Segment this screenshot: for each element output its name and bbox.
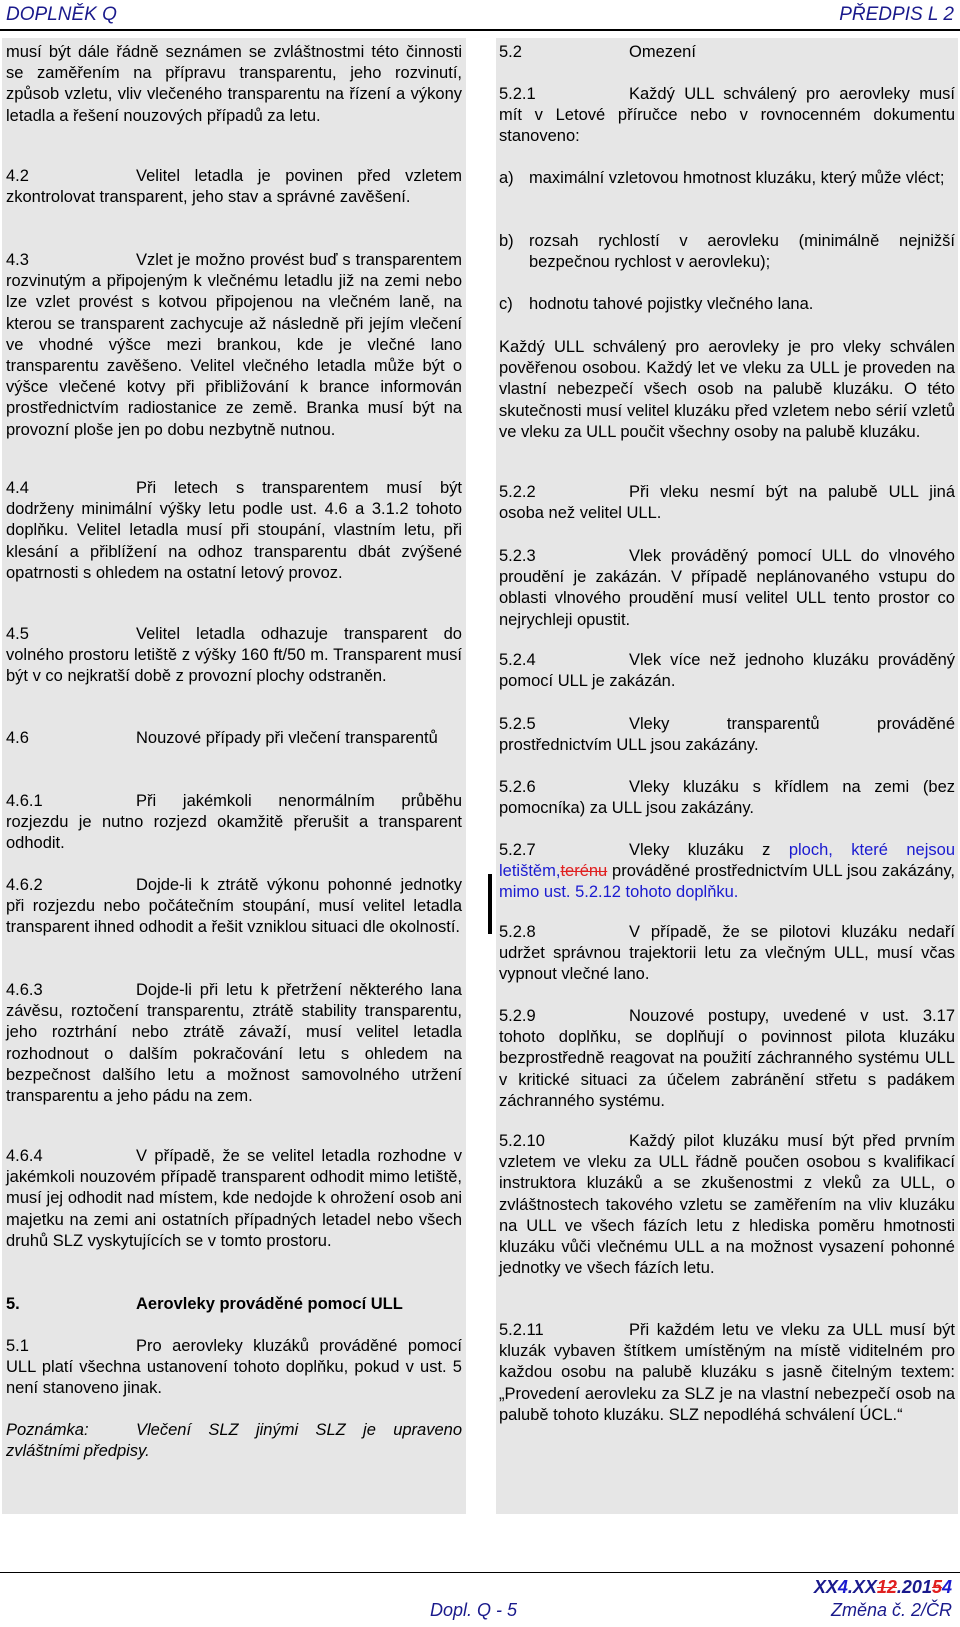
- section-4-6-3: 4.6.3 Dojde-li při letu k přetržení některého lana závěsu, roztočení transparentu, ztrátě stability transparentu, jeho roztrhání nebo ztrátě závaží, musí velitel letadla rozhodnout o dalším pokračování letu s ohledem na bezpečnost dalšího letu a možnost samovolného utržení transparentu a jeho pádu na zem.: [6, 981, 462, 1106]
- section-4-6-4: 4.6.4 V případě, že se velitel letadla rozhodne v jakémkoli nouzovém případě transparent odhodit mimo letiště, musí jej odhodit nad místem, kde nedojde k ohrožení osob ani majetku na zemi ani ostatních případných letadel nebo všech druhů SLZ vyskytujících se v tomto prostoru.: [6, 1147, 462, 1250]
- header-left: DOPLNĚK Q: [6, 4, 117, 25]
- section-5-2-2: 5.2.2 Při vleku nesmí být na palubě ULL jiná osoba než velitel ULL.: [499, 483, 955, 523]
- right-column: [496, 38, 958, 1514]
- section-5-1: 5.1 Pro aerovleky kluzáků prováděné pomocí ULL platí všechna ustanovení tohoto doplňku, pokud v ust. 5 není stanoveno jinak.: [6, 1337, 462, 1398]
- section-5-2: 5.2 Omezení: [499, 43, 696, 61]
- section-4-6-1: 4.6.1 Při jakémkoli nenormálním průběhu rozjezdu je nutno rozjezd okamžitě přerušit a transparent odhodit.: [6, 792, 462, 853]
- ull-paragraph: Každý ULL schválený pro aerovleky je pro vleky schválen pověřenou osobou. Každý let ve vleku za ULL je proveden na vlastní nebezpečí všech osob na palubě kluzáku. O této skutečnosti musí velitel kluzáku před vzletem nebo sérií vzletů ve vleku za ULL poučit všechny osoby na palubě kluzáku.: [499, 338, 955, 441]
- change-bar: [488, 874, 492, 934]
- section-4-2: 4.2 Velitel letadla je povinen před vzletem zkontrolovat transparent, jeho stav a správné zavěšení.: [6, 167, 462, 207]
- section-5-2-11: 5.2.11 Při každém letu ve vleku za ULL musí být kluzák vybaven štítkem umístěným na místě viditelném pro každou osobu na palubě kluzáku s jasně čitelným textem: „Provedení aerovleku za SLZ je na vlastní nebezpečí osob na palubě tohoto kluzáku. SLZ nepodléhá schválení ÚCL.“: [499, 1321, 955, 1424]
- section-5-2-10: 5.2.10 Každý pilot kluzáku musí být před prvním vzletem ve vleku za ULL řádně poučen osobou s kvalifikací instruktora kluzáků a se zkušenostmi z vleků za ULL, o zvláštnostech takového vzletu se zaměřením na vliv kluzáku na ULL ve všech fázích letu z hlediska poměru hmotnosti kluzáku vůči vlečnému ULL a na možnost vysazení pohonné jednotky ve všech fázích letu.: [499, 1132, 955, 1278]
- footer-rule: [0, 1572, 960, 1573]
- section-5-2-3: 5.2.3 Vlek prováděný pomocí ULL do vlnového proudění je zakázán. V případě neplánovaného vstupu do oblasti vlnového proudění musí velitel ULL tento prostor co nejrychleji opustit.: [499, 547, 955, 629]
- list-item-c: c) hodnotu tahové pojistky vlečného lana.: [499, 295, 814, 313]
- section-5-2-9: 5.2.9 Nouzové postupy, uvedené v ust. 3.17 tohoto doplňku, se doplňují o povinnost pilota kluzáku bezprostředně reagovat na použití záchranného systému ULL v kritické situaci za účelem zabránění střetu s padákem záchranného systému.: [499, 1007, 955, 1110]
- note: Poznámka: Vlečení SLZ jinými SLZ je upraveno zvláštními předpisy.: [6, 1421, 462, 1461]
- list-item-b: b) rozsah rychlostí v aerovleku (minimálně nejnižší bezpečnou rychlost v aerovleku);: [499, 232, 955, 272]
- section-4-5: 4.5 Velitel letadla odhazuje transparent do volného prostoru letiště z výšky 160 ft/50 m. Transparent musí být v co nejkratší době z provozní plochy odstraněn.: [6, 625, 462, 686]
- section-5-2-8: 5.2.8 V případě, že se pilotovi kluzáku nedaří udržet správnou trajektorii letu za vlečným ULL, musí včas vypnout vlečné lano.: [499, 923, 955, 984]
- left-column: [2, 38, 466, 1514]
- page-number: Dopl. Q - 5: [430, 1600, 518, 1620]
- list-item-a: a) maximální vzletovou hmotnost kluzáku, který může vléct;: [499, 169, 945, 187]
- section-4-6: 4.6 Nouzové případy při vlečení transparentů: [6, 729, 438, 747]
- section-5-heading: 5. Aerovleky prováděné pomocí ULL: [6, 1295, 403, 1313]
- intro-paragraph: musí být dále řádně seznámen se zvláštnostmi této činnosti se zaměřením na přípravu transparentu, jeho rozvinutí, způsob vzletu, vliv vlečeného transparentu na řízení a výkony letadla a řešení nouzových případů za letu.: [6, 43, 462, 125]
- footer-date: XX4.XX12.20154: [813, 1577, 952, 1597]
- section-4-4: 4.4 Při letech s transparentem musí být dodrženy minimální výšky letu podle ust. 4.6 a 3.1.2 tohoto doplňku. Velitel letadla musí při stoupání, vlastním letu, při klesání a přiblížení na odhoz transparentu dbát zvýšené opatrnosti s ohledem na ostatní letový provoz.: [6, 479, 462, 582]
- footer-change: Změna č. 2/ČR: [830, 1600, 952, 1620]
- section-5-2-5: 5.2.5 Vleky transparentů prováděné prostřednictvím ULL jsou zakázány.: [499, 715, 955, 755]
- section-4-6-2: 4.6.2 Dojde-li k ztrátě výkonu pohonné jednotky při rozjezdu nebo počátečním stoupání, musí velitel letadla transparent ihned odhodit a řešit vzniklou situaci dle okolností.: [6, 876, 462, 937]
- section-4-3: 4.3 Vzlet je možno provést buď s transparentem rozvinutým a připojeným k vlečnému letadlu již na zemi nebo lze vzlet provést s kotvou připojenou na vlečném laně, na kterou se transparent zachycuje až následně při jejím vlečení ve vhodné výšce mezi brankou, kde je vlečné lano transparentu zavěšeno. Velitel vlečného letadla může být o výšce vlečené kotvy při přibližování k brance informován prostřednictvím radiostanice ze země. Branka musí být na provozní ploše jen po dobu nezbytně nutnou.: [6, 251, 462, 439]
- header-rule: [0, 29, 960, 31]
- section-5-2-6: 5.2.6 Vleky kluzáku s křídlem na zemi (bez pomocníka) za ULL jsou zakázány.: [499, 778, 955, 818]
- section-5-2-1: 5.2.1 Každý ULL schválený pro aerovleky musí mít v Letové příručce nebo v rovnocenném dokumentu stanoveno:: [499, 85, 955, 146]
- section-5-2-4: 5.2.4 Vlek více než jednoho kluzáku prováděný pomocí ULL je zakázán.: [499, 651, 955, 691]
- page-header: [0, 0, 960, 30]
- section-5-2-7: 5.2.7 Vleky kluzáku z ploch, které nejsou letištěm,terénu prováděné prostřednictvím ULL jsou zakázány, mimo ust. 5.2.12 tohoto doplňku.: [499, 841, 955, 902]
- header-right: PŘEDPIS L 2: [839, 4, 954, 25]
